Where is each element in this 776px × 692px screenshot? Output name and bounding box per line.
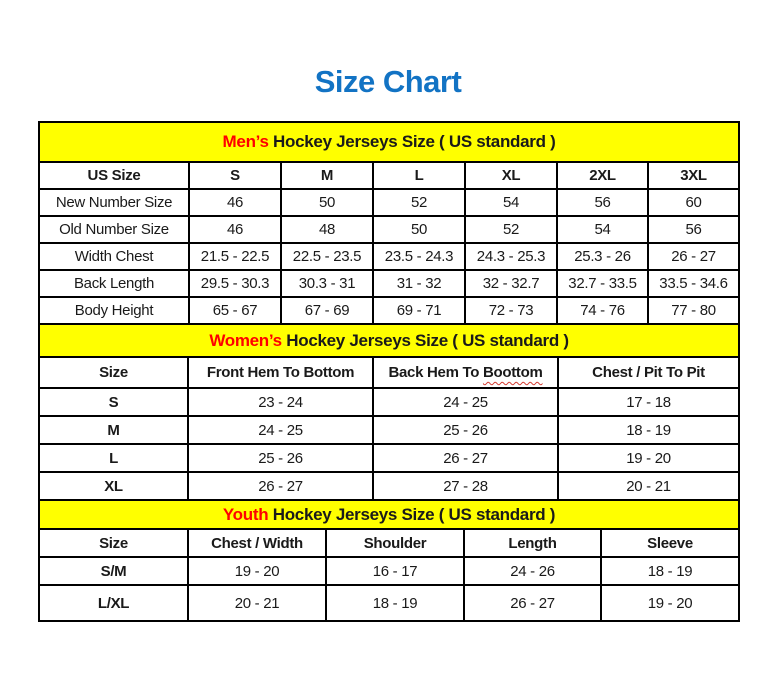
- youth-row-lxl: [39, 585, 739, 621]
- youth-section-title: Hockey Jerseys Size ( US standard ): [272, 504, 556, 524]
- mens-section-accent: Men’s: [222, 132, 269, 151]
- cell-value: 26 - 27: [464, 585, 601, 621]
- cell-value: 22.5 - 23.5: [281, 243, 373, 270]
- mens-section-header: [39, 122, 739, 162]
- youth-section-header: [39, 500, 739, 529]
- cell-value: 48: [281, 216, 373, 243]
- cell-value: 46: [189, 189, 281, 216]
- mens-section-header-row: [39, 122, 739, 162]
- back-hem-misspelled-word: Boottom: [482, 364, 543, 381]
- mens-col-header-m: M: [281, 162, 373, 189]
- womens-col-header-front-hem: Front Hem To Bottom: [188, 357, 373, 388]
- row-label: S: [39, 388, 188, 416]
- womens-size-table: [38, 323, 740, 501]
- womens-row-s: [39, 388, 739, 416]
- youth-section-header-row: [39, 500, 739, 529]
- cell-value: 32 - 32.7: [465, 270, 557, 297]
- youth-col-header-chest-width: Chest / Width: [188, 529, 326, 557]
- womens-column-header-row: [39, 357, 739, 388]
- mens-col-header-s: S: [189, 162, 281, 189]
- row-label: L/XL: [39, 585, 188, 621]
- mens-row-width-chest: [39, 243, 739, 270]
- cell-value: 26 - 27: [648, 243, 739, 270]
- youth-col-header-size: Size: [39, 529, 188, 557]
- mens-section-title: Hockey Jerseys Size ( US standard ): [273, 132, 556, 151]
- mens-col-header-2xl: 2XL: [557, 162, 648, 189]
- mens-row-new-number-size: [39, 189, 739, 216]
- youth-column-header-row: [39, 529, 739, 557]
- cell-value: 24 - 25: [188, 416, 373, 444]
- size-chart-tables: [38, 121, 738, 622]
- cell-value: 50: [281, 189, 373, 216]
- cell-value: 56: [648, 216, 739, 243]
- mens-col-header-l: L: [373, 162, 465, 189]
- page-title: Size Chart: [314, 64, 462, 99]
- mens-col-header-3xl: 3XL: [648, 162, 739, 189]
- womens-row-l: [39, 444, 739, 472]
- cell-value: 24.3 - 25.3: [465, 243, 557, 270]
- cell-value: 18 - 19: [326, 585, 464, 621]
- cell-value: 33.5 - 34.6: [648, 270, 739, 297]
- cell-value: 32.7 - 33.5: [557, 270, 648, 297]
- cell-value: 69 - 71: [373, 297, 465, 324]
- cell-value: 23 - 24: [188, 388, 373, 416]
- womens-col-header-back-hem: [373, 357, 558, 388]
- cell-value: 25.3 - 26: [557, 243, 648, 270]
- womens-col-header-size: Size: [39, 357, 188, 388]
- row-label: M: [39, 416, 188, 444]
- mens-col-header-us-size: US Size: [39, 162, 189, 189]
- mens-col-header-xl: XL: [465, 162, 557, 189]
- cell-value: 54: [465, 189, 557, 216]
- row-label: Body Height: [39, 297, 189, 324]
- cell-value: 24 - 26: [464, 557, 601, 585]
- cell-value: 26 - 27: [373, 444, 558, 472]
- cell-value: 52: [465, 216, 557, 243]
- womens-section-header-row: [39, 324, 739, 357]
- womens-section-accent: Women’s: [209, 330, 282, 350]
- cell-value: 19 - 20: [558, 444, 739, 472]
- back-hem-prefix: Back Hem To: [388, 364, 480, 381]
- cell-value: 25 - 26: [373, 416, 558, 444]
- row-label: Width Chest: [39, 243, 189, 270]
- cell-value: 26 - 27: [188, 472, 373, 500]
- womens-section-title: Hockey Jerseys Size ( US standard ): [286, 330, 569, 350]
- cell-value: 50: [373, 216, 465, 243]
- row-label: Old Number Size: [39, 216, 189, 243]
- mens-size-table: [38, 121, 740, 325]
- cell-value: 46: [189, 216, 281, 243]
- cell-value: 65 - 67: [189, 297, 281, 324]
- cell-value: 17 - 18: [558, 388, 739, 416]
- row-label: XL: [39, 472, 188, 500]
- cell-value: 20 - 21: [558, 472, 739, 500]
- mens-column-header-row: [39, 162, 739, 189]
- cell-value: 54: [557, 216, 648, 243]
- cell-value: 29.5 - 30.3: [189, 270, 281, 297]
- cell-value: 20 - 21: [188, 585, 326, 621]
- cell-value: 23.5 - 24.3: [373, 243, 465, 270]
- womens-row-m: [39, 416, 739, 444]
- cell-value: 67 - 69: [281, 297, 373, 324]
- womens-col-header-chest: Chest / Pit To Pit: [558, 357, 739, 388]
- cell-value: 21.5 - 22.5: [189, 243, 281, 270]
- womens-row-xl: [39, 472, 739, 500]
- cell-value: 18 - 19: [558, 416, 739, 444]
- cell-value: 52: [373, 189, 465, 216]
- youth-row-sm: [39, 557, 739, 585]
- mens-row-old-number-size: [39, 216, 739, 243]
- youth-col-header-length: Length: [464, 529, 601, 557]
- youth-col-header-shoulder: Shoulder: [326, 529, 464, 557]
- row-label: Back Length: [39, 270, 189, 297]
- cell-value: 56: [557, 189, 648, 216]
- cell-value: 31 - 32: [373, 270, 465, 297]
- youth-size-table: [38, 499, 740, 622]
- cell-value: 60: [648, 189, 739, 216]
- cell-value: 19 - 20: [188, 557, 326, 585]
- youth-col-header-sleeve: Sleeve: [601, 529, 739, 557]
- mens-row-back-length: [39, 270, 739, 297]
- mens-row-body-height: [39, 297, 739, 324]
- cell-value: 18 - 19: [601, 557, 739, 585]
- cell-value: 27 - 28: [373, 472, 558, 500]
- cell-value: 19 - 20: [601, 585, 739, 621]
- cell-value: 25 - 26: [188, 444, 373, 472]
- row-label: New Number Size: [39, 189, 189, 216]
- row-label: S/M: [39, 557, 188, 585]
- cell-value: 24 - 25: [373, 388, 558, 416]
- cell-value: 77 - 80: [648, 297, 739, 324]
- cell-value: 72 - 73: [465, 297, 557, 324]
- cell-value: 30.3 - 31: [281, 270, 373, 297]
- cell-value: 74 - 76: [557, 297, 648, 324]
- youth-section-accent: Youth: [222, 504, 269, 524]
- row-label: L: [39, 444, 188, 472]
- cell-value: 16 - 17: [326, 557, 464, 585]
- womens-section-header: [39, 324, 739, 357]
